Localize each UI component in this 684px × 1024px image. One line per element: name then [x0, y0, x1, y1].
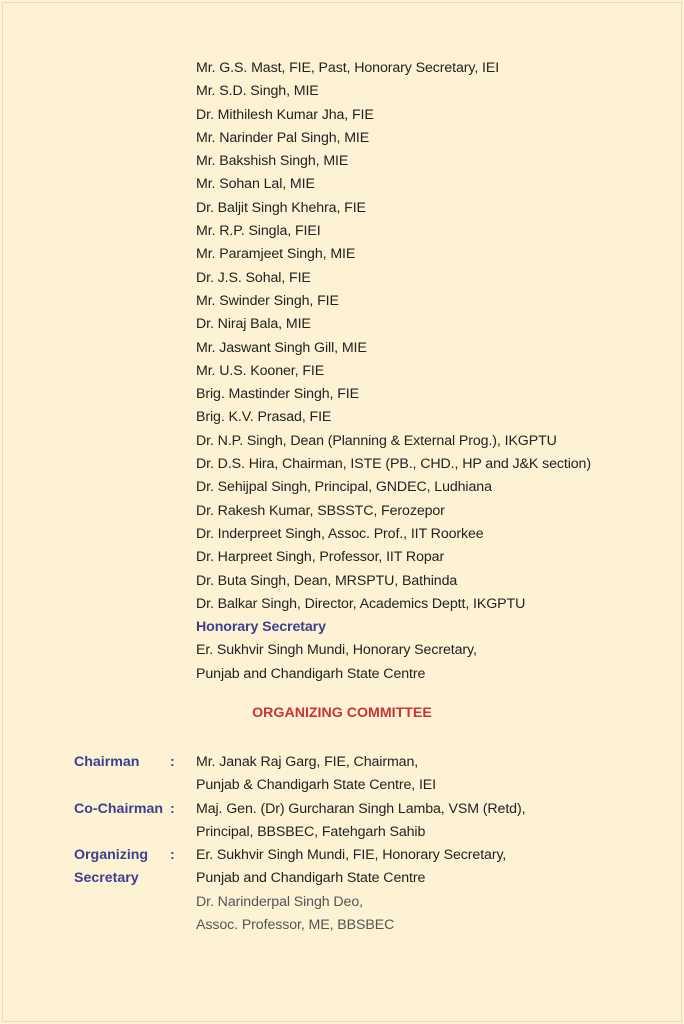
name-line: Principal, BBSBEC, Fatehgarh Sahib — [196, 823, 426, 840]
honorary-secretary-heading: Honorary Secretary — [196, 619, 326, 636]
name-line: Dr. Narinderpal Singh Deo, — [196, 893, 363, 910]
member-line: Dr. Rakesh Kumar, SBSSTC, Ferozepor — [196, 502, 445, 519]
role-label-line: Co-Chairman — [74, 800, 164, 817]
member-line: Dr. D.S. Hira, Chairman, ISTE (PB., CHD., HP and J&K section) — [196, 456, 591, 473]
member-line: Mr. S.D. Singh, MIE — [196, 83, 319, 100]
name-line: Assoc. Professor, ME, BBSBEC — [196, 917, 395, 934]
organizing-committee-title: ORGANIZING COMMITTEE — [252, 705, 432, 721]
name-line: Punjab and Chandigarh State Centre — [196, 870, 426, 887]
member-line: Mr. U.S. Kooner, FIE — [196, 362, 325, 379]
member-line: Dr. Buta Singh, Dean, MRSPTU, Bathinda — [196, 572, 458, 589]
member-line: Dr. Mithilesh Kumar Jha, FIE — [196, 106, 374, 123]
member-line: Mr. Narinder Pal Singh, MIE — [196, 129, 370, 146]
role-label — [74, 844, 170, 937]
role-label-line: Secretary — [74, 870, 139, 887]
name-line: Er. Sukhvir Singh Mundi, FIE, Honorary Secretary, — [196, 847, 507, 864]
member-line: Dr. Harpreet Singh, Professor, IIT Ropar — [196, 549, 445, 566]
name-line: Punjab & Chandigarh State Centre, IEI — [196, 777, 437, 794]
member-line: Dr. N.P. Singh, Dean (Planning & External Prog.), IKGPTU — [196, 432, 557, 449]
role-label-line: Chairman — [74, 754, 140, 770]
committee-row-organizing-secretary — [74, 844, 674, 937]
role-label — [74, 798, 170, 845]
name-line: Maj. Gen. (Dr) Gurcharan Singh Lamba, VSM (Retd), — [196, 800, 526, 817]
role-label-line: Organizing — [74, 847, 149, 864]
member-line: Dr. Inderpreet Singh, Assoc. Prof., IIT Roorkee — [196, 525, 484, 542]
member-line: Dr. Niraj Bala, MIE — [196, 316, 311, 333]
member-line: Brig. Mastinder Singh, FIE — [196, 386, 359, 403]
honorary-secretary-line: Punjab and Chandigarh State Centre — [196, 665, 426, 682]
member-line: Mr. R.P. Singla, FIEI — [196, 223, 321, 240]
honorary-secretary-line: Er. Sukhvir Singh Mundi, Honorary Secretary, — [196, 642, 477, 659]
member-line: Dr. Balkar Singh, Director, Academics Deptt, IKGPTU — [196, 595, 526, 612]
role-names — [196, 751, 674, 798]
organizing-committee — [74, 751, 674, 937]
committee-row-co-chairman — [74, 798, 674, 845]
colon-separator: : — [170, 754, 175, 770]
member-line: Dr. Baljit Singh Khehra, FIE — [196, 199, 366, 216]
member-line: Dr. J.S. Sohal, FIE — [196, 269, 311, 286]
member-line: Mr. Swinder Singh, FIE — [196, 292, 339, 309]
member-line: Dr. Sehijpal Singh, Principal, GNDEC, Ludhiana — [196, 479, 492, 496]
role-names — [196, 798, 674, 845]
member-line: Brig. K.V. Prasad, FIE — [196, 409, 332, 426]
committee-row-chairman — [74, 751, 674, 798]
member-line: Mr. Bakshish Singh, MIE — [196, 153, 349, 170]
member-line: Mr. Sohan Lal, MIE — [196, 176, 315, 193]
role-names — [196, 844, 674, 937]
name-line: Mr. Janak Raj Garg, FIE, Chairman, — [196, 754, 419, 770]
member-line: Mr. Jaswant Singh Gill, MIE — [196, 339, 367, 356]
role-label — [74, 751, 170, 798]
member-line: Mr. Paramjeet Singh, MIE — [196, 246, 356, 263]
colon-separator: : — [170, 847, 175, 864]
colon-separator: : — [170, 800, 175, 817]
members-list — [196, 57, 676, 686]
member-line: Mr. G.S. Mast, FIE, Past, Honorary Secretary, IEI — [196, 60, 500, 76]
